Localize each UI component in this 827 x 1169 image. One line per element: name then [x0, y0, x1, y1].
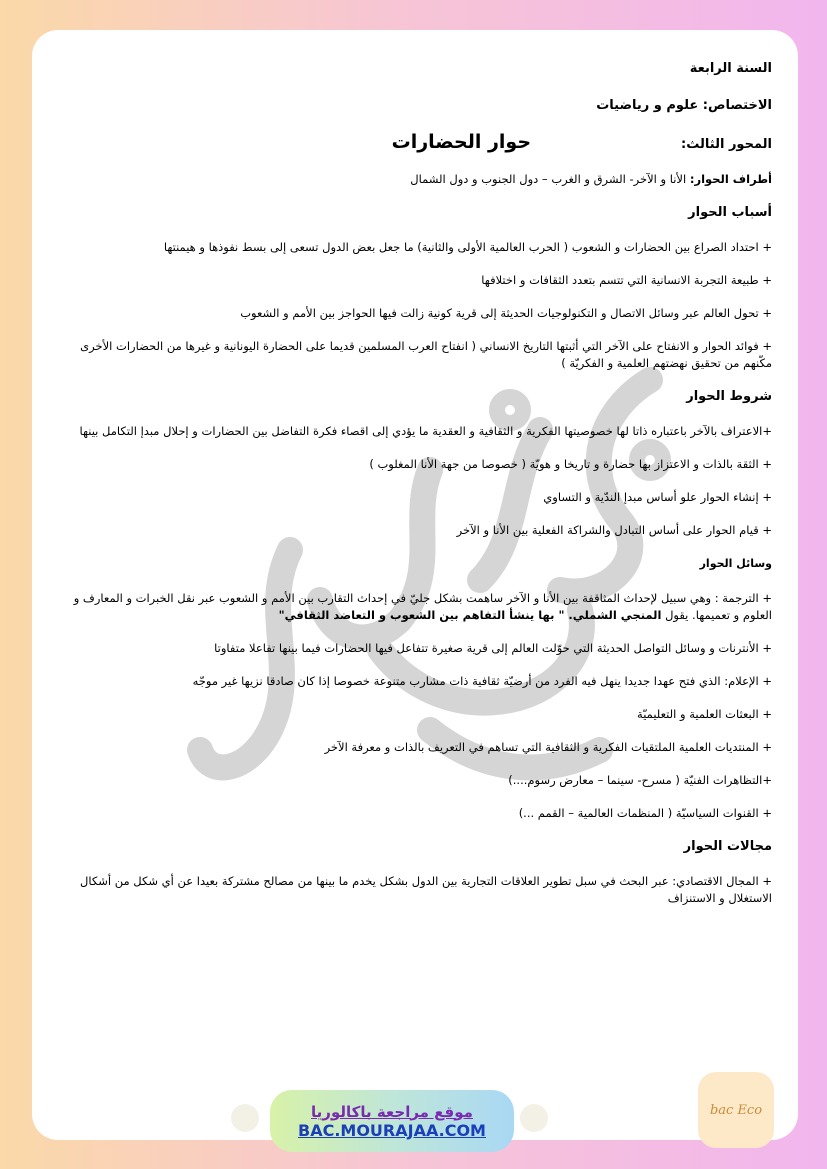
specialty-label: الاختصاص:: [702, 98, 772, 113]
causes-item: + تحول العالم عبر وسائل الاتصال و التكنولوجيات الحديثة إلى قرية كونية زالت فيها الحواجز بين الأمم و الشعوب: [240, 306, 772, 320]
page-title: حوار الحضارات: [391, 131, 532, 153]
document-body: [60, 60, 772, 923]
specialty-line: [60, 97, 772, 114]
site-url-link[interactable]: BAC.MOURAJAA.COM: [298, 1120, 486, 1140]
axis-label: المحور الثالث:: [681, 137, 772, 152]
means-item: + القنوات السياسيّة ( المنظمات العالمية – القمم ...): [518, 806, 772, 820]
book-logo-icon: [520, 1104, 548, 1132]
means-item: +التظاهرات الفنيّة ( مسرح- سينما – معارض رسوم....): [508, 773, 772, 787]
means-item: + الإعلام: الذي فتح عهدا جديدا ينهل فيه الفرد من أرضيّة ثقافية ذات مشارب متنوعة خصوصا إذا كان صادقا نزيها غير موجّه: [192, 674, 772, 688]
school-year: السنة الرابعة: [689, 61, 772, 76]
axis-row: [60, 131, 772, 153]
conditions-heading: شروط الحوار: [686, 389, 772, 404]
parties-line: [60, 171, 772, 188]
brand-logo: bac Eco: [698, 1072, 774, 1148]
means-item: + الأنترنات و وسائل التواصل الحديثة التي حوّلت العالم إلى قرية صغيرة تتفاعل فيها الحضارات فيما بينها تفاعلا متفاوتا: [214, 641, 772, 655]
causes-item: + فوائد الحوار و الانفتاح على الآخر التي أثبتها التاريخ الانساني ( انفتاح العرب المسلمين قديما على الحضارة اليونانية و غيرها من الحضارات الأخرى مكّنهم من تحقيق نهضتهم العلمية و الفكريّة ): [80, 339, 772, 370]
means-heading: وسائل الحوار: [699, 557, 772, 570]
conditions-item: + قيام الحوار على أساس التبادل والشراكة الفعلية بين الأنا و الآخر: [456, 523, 772, 537]
means-translation: [60, 590, 772, 624]
means-item: + البعثات العلمية و التعليميّة: [637, 707, 772, 721]
specialty-value: علوم و رياضيات: [596, 98, 699, 113]
conditions-item: + الثقة بالذات و الاعتزاز بها حضارة و تاريخا و هويّة ( خصوصا من جهة الأنا المغلوب ): [369, 457, 772, 471]
causes-item: + احتداد الصراع بين الحضارات و الشعوب ( الحرب العالمية الأولى والثانية) ما جعل بعض الدول تسعى إلى بسط نفوذها و هيمنتها: [163, 240, 772, 254]
parties-label: أطراف الحوار:: [689, 172, 772, 186]
conditions-item: +الاعتراف بالآخر باعتباره ذاتا لها خصوصيتها الفكرية و الثقافية و العقدية ما يؤدي إلى اقصاء فكرة التفاضل بين الحضارات و إحلال مبدإ التكامل بينها: [79, 424, 772, 438]
fields-heading: مجالات الحوار: [683, 839, 772, 854]
conditions-item: + إنشاء الحوار علو أساس مبدإ الندّية و التساوي: [543, 490, 772, 504]
book-logo-icon: [231, 1104, 259, 1132]
site-banner[interactable]: [270, 1090, 514, 1152]
translation-quote: المنجي الشملي. " بها ينشأ التفاهم بين الشعوب و التعاضد الثقافي": [278, 608, 662, 622]
causes-item: + طبيعة التجربة الانسانية التي تتسم بتعدد الثقافات و اختلافها: [481, 273, 772, 287]
translation-text: + الترجمة : وهي سبيل لإحداث المثاقفة بين الأنا و الآخر ساهمت بشكل جليّ في إحداث التقارب بين الأمم و الشعوب عبر نقل الخبرات و المعارف و العلوم و تعميمها. يقول: [73, 591, 772, 622]
means-item: + المنتديات العلمية الملتقيات الفكرية و الثقافية التي تساهم في التعريف بالذات و معرفة الآخر: [324, 740, 772, 754]
parties-text: الأنا و الآخر- الشرق و الغرب – دول الجنوب و دول الشمال: [410, 172, 687, 186]
site-name-link[interactable]: موقع مراجعة باكالوريا: [311, 1102, 473, 1121]
causes-heading: أسباب الحوار: [688, 205, 772, 220]
fields-item: + المجال الاقتصادي: عبر البحث في سبل تطوير العلاقات التجارية بين الدول بشكل يخدم ما بينها من مصالح مشتركة بعيدا عن أي شكل من أشكال الاستغلال و الاستنزاف: [80, 874, 772, 905]
